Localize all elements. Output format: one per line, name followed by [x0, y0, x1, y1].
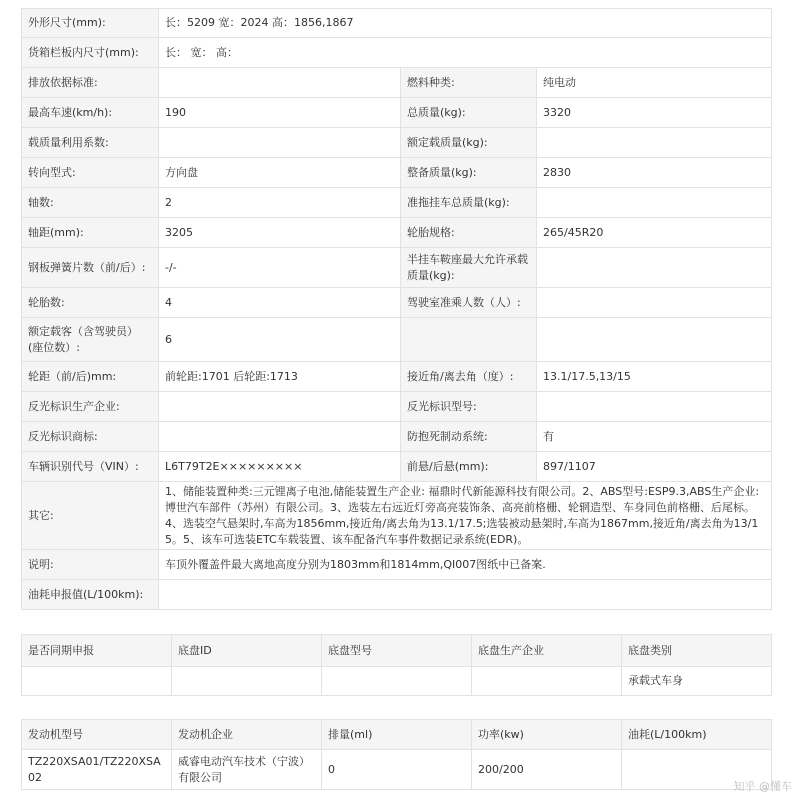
spec-row: [22, 482, 772, 550]
spec-row: [22, 248, 772, 288]
spec-value: [159, 422, 401, 452]
spec-row: [22, 128, 772, 158]
engine-cell: TZ220XSA01/TZ220XSA02: [22, 750, 172, 790]
spec-row: [22, 452, 772, 482]
spec-row: [22, 580, 772, 610]
engine-header-cell: 排量(ml): [322, 720, 472, 750]
chassis-header-cell: 底盘生产企业: [472, 635, 622, 667]
chassis-cell: [322, 667, 472, 696]
spec-value: 190: [159, 98, 401, 128]
engine-header-cell: 发动机企业: [172, 720, 322, 750]
spec-label: 半挂车鞍座最大允许承载质量(kg):: [401, 248, 537, 288]
spec-value: L6T79T2E×××××××××: [159, 452, 401, 482]
engine-header-cell: 发动机型号: [22, 720, 172, 750]
spec-value: [537, 188, 772, 218]
spec-value: 897/1107: [537, 452, 772, 482]
engine-header-cell: 功率(kw): [472, 720, 622, 750]
watermark: 知乎 @懂车: [733, 780, 792, 793]
spec-value: 方向盘: [159, 158, 401, 188]
spec-row: [22, 392, 772, 422]
spec-row: [22, 188, 772, 218]
engine-table: [21, 719, 772, 790]
spec-row: [22, 288, 772, 318]
spec-value: 13.1/17.5,13/15: [537, 362, 772, 392]
spec-row: [22, 9, 772, 38]
spec-value: 265/45R20: [537, 218, 772, 248]
engine-cell: 威睿电动汽车技术（宁波）有限公司: [172, 750, 322, 790]
chassis-data-row: [22, 667, 772, 696]
spec-value: [537, 248, 772, 288]
spec-row: [22, 38, 772, 68]
spec-value: [537, 128, 772, 158]
spec-value: 6: [159, 318, 401, 362]
chassis-table: [21, 634, 772, 696]
spec-label: 转向型式:: [22, 158, 159, 188]
spec-label: 最高车速(km/h):: [22, 98, 159, 128]
spec-value: [159, 392, 401, 422]
spec-label: 整备质量(kg):: [401, 158, 537, 188]
spec-value: -/-: [159, 248, 401, 288]
spec-value: [159, 68, 401, 98]
vehicle-spec-table: [21, 8, 772, 610]
spec-value: 2: [159, 188, 401, 218]
chassis-header-cell: 是否同期申报: [22, 635, 172, 667]
spec-label: 轴数:: [22, 188, 159, 218]
engine-data-row: [22, 750, 772, 790]
spec-row: [22, 550, 772, 580]
spec-value: [537, 392, 772, 422]
spec-label: 轮胎规格:: [401, 218, 537, 248]
spec-value: [537, 288, 772, 318]
spec-value: [159, 580, 772, 610]
engine-header-row: [22, 720, 772, 750]
spec-label: 接近角/离去角（度）:: [401, 362, 537, 392]
spec-label: 前悬/后悬(mm):: [401, 452, 537, 482]
spec-value: 2830: [537, 158, 772, 188]
spec-value: 3320: [537, 98, 772, 128]
spec-label: 反光标识型号:: [401, 392, 537, 422]
chassis-header-cell: 底盘型号: [322, 635, 472, 667]
spec-label: 轴距(mm):: [22, 218, 159, 248]
chassis-cell: [472, 667, 622, 696]
chassis-cell: [172, 667, 322, 696]
spec-value: 长： 宽： 高：: [159, 38, 772, 68]
chassis-header-cell: 底盘ID: [172, 635, 322, 667]
spec-label: 准拖挂车总质量(kg):: [401, 188, 537, 218]
spec-label: 油耗申报值(L/100km):: [22, 580, 159, 610]
spec-label: 车辆识别代号（VIN）:: [22, 452, 159, 482]
spec-value: [159, 128, 401, 158]
spec-label: 载质量利用系数:: [22, 128, 159, 158]
spec-row: [22, 318, 772, 362]
spec-row: [22, 158, 772, 188]
spec-row: [22, 362, 772, 392]
chassis-header-cell: 底盘类别: [622, 635, 772, 667]
spec-value: 长：5209 宽：2024 高：1856,1867: [159, 9, 772, 38]
spec-value: 前轮距:1701 后轮距:1713: [159, 362, 401, 392]
spec-value: 1、储能装置种类:三元锂离子电池,储能装置生产企业: 福鼎时代新能源科技有限公司。2、ABS型号:ESP9.3,ABS生产企业:博世汽车部件（苏州）有限公司。3、选装左右远近灯旁高亮装饰条、高亮前格栅、轮辋造型、车身同色前格栅、后尾标。4、选装空气悬架时,车高为1856mm,接近角/离去角为13.1/17.5;选装被动悬架时,车高为1867mm,接近角/离去角为13/15。5、该车可选装ETC车载装置、该车配备汽车事件数据记录系统(EDR)。: [159, 482, 772, 550]
engine-cell: 200/200: [472, 750, 622, 790]
engine-cell: 0: [322, 750, 472, 790]
spec-value: [537, 318, 772, 362]
spec-row: [22, 98, 772, 128]
spec-row: [22, 218, 772, 248]
spec-label: 总质量(kg):: [401, 98, 537, 128]
spec-label: 排放依据标准:: [22, 68, 159, 98]
spec-value: 纯电动: [537, 68, 772, 98]
spec-value: 有: [537, 422, 772, 452]
chassis-cell: [22, 667, 172, 696]
spec-value: 车顶外覆盖件最大离地高度分别为1803mm和1814mm,QI007图纸中已备案.: [159, 550, 772, 580]
spec-label: 防抱死制动系统:: [401, 422, 537, 452]
spec-label: 钢板弹簧片数（前/后）:: [22, 248, 159, 288]
spec-label: 其它:: [22, 482, 159, 550]
spec-row: [22, 68, 772, 98]
chassis-cell: 承载式车身: [622, 667, 772, 696]
spec-label: 轮距（前/后)mm:: [22, 362, 159, 392]
spec-label: 说明:: [22, 550, 159, 580]
spec-label: 额定载客（含驾驶员）(座位数）:: [22, 318, 159, 362]
spec-label: 驾驶室准乘人数（人）:: [401, 288, 537, 318]
spec-row: [22, 422, 772, 452]
spec-label: [401, 318, 537, 362]
spec-label: 外形尺寸(mm):: [22, 9, 159, 38]
spec-value: 3205: [159, 218, 401, 248]
spec-label: 燃料种类:: [401, 68, 537, 98]
spec-label: 反光标识商标:: [22, 422, 159, 452]
spec-label: 轮胎数:: [22, 288, 159, 318]
spec-label: 额定载质量(kg):: [401, 128, 537, 158]
spec-value: 4: [159, 288, 401, 318]
spec-label: 货箱栏板内尺寸(mm):: [22, 38, 159, 68]
engine-header-cell: 油耗(L/100km): [622, 720, 772, 750]
spec-label: 反光标识生产企业:: [22, 392, 159, 422]
chassis-header-row: [22, 635, 772, 667]
